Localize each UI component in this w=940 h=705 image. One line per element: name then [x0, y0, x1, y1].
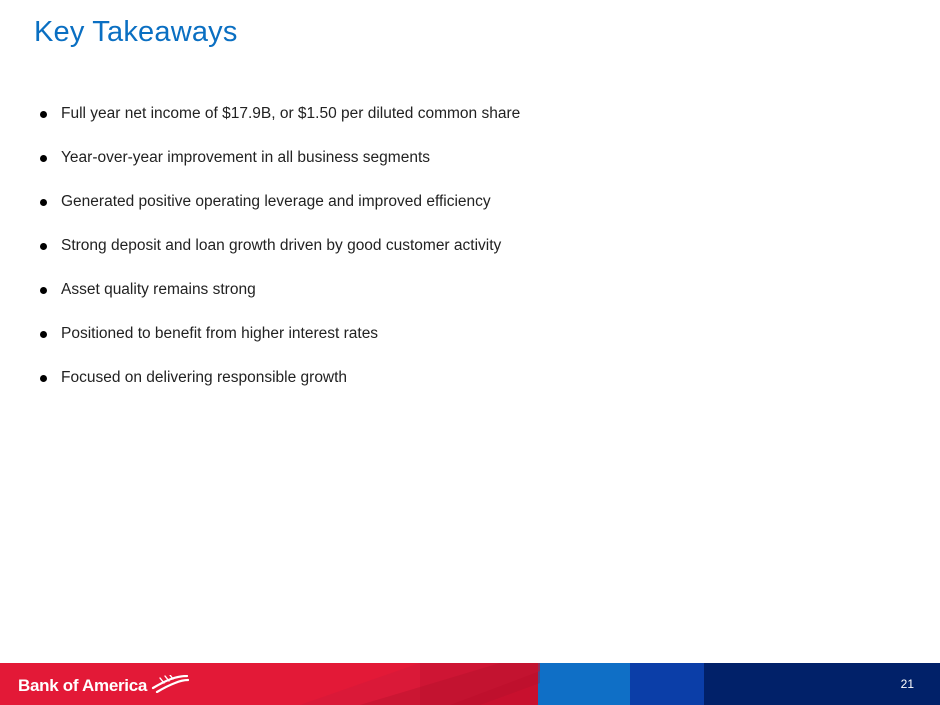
bullet-text: Asset quality remains strong — [61, 281, 256, 298]
footer-bar — [0, 663, 940, 705]
bullet-item — [40, 228, 520, 272]
bullet-list — [40, 96, 520, 404]
bullet-dot-icon — [40, 155, 47, 162]
bullet-text: Year-over-year improvement in all business segments — [61, 149, 431, 166]
slide-title: Key Takeaways — [34, 16, 238, 48]
footer-segment-blue — [538, 663, 630, 705]
footer-segment-royal-blue — [630, 663, 704, 705]
bullet-dot-icon — [40, 199, 47, 206]
bullet-dot-icon — [40, 243, 47, 250]
bullet-item — [40, 360, 520, 404]
logo-text: Bank of America — [18, 676, 148, 695]
bullet-item — [40, 272, 520, 316]
footer-stripe-decoration — [300, 663, 540, 705]
bullet-item — [40, 184, 520, 228]
bullet-text: Strong deposit and loan growth driven by good customer activity — [61, 237, 502, 254]
bank-logo — [18, 676, 189, 696]
flag-icon — [151, 675, 189, 693]
page-number: 21 — [900, 677, 914, 691]
bullet-item — [40, 140, 520, 184]
bullet-dot-icon — [40, 111, 47, 118]
bullet-text: Full year net income of $17.9B, or $1.50 per diluted common share — [61, 105, 521, 122]
bullet-text: Focused on delivering responsible growth — [61, 369, 348, 386]
bullet-dot-icon — [40, 375, 47, 382]
bullet-dot-icon — [40, 287, 47, 294]
bullet-item — [40, 316, 520, 360]
bullet-dot-icon — [40, 331, 47, 338]
bullet-text: Generated positive operating leverage and improved efficiency — [61, 193, 491, 210]
bullet-text: Positioned to benefit from higher interest rates — [61, 325, 379, 342]
bullet-item — [40, 96, 520, 140]
